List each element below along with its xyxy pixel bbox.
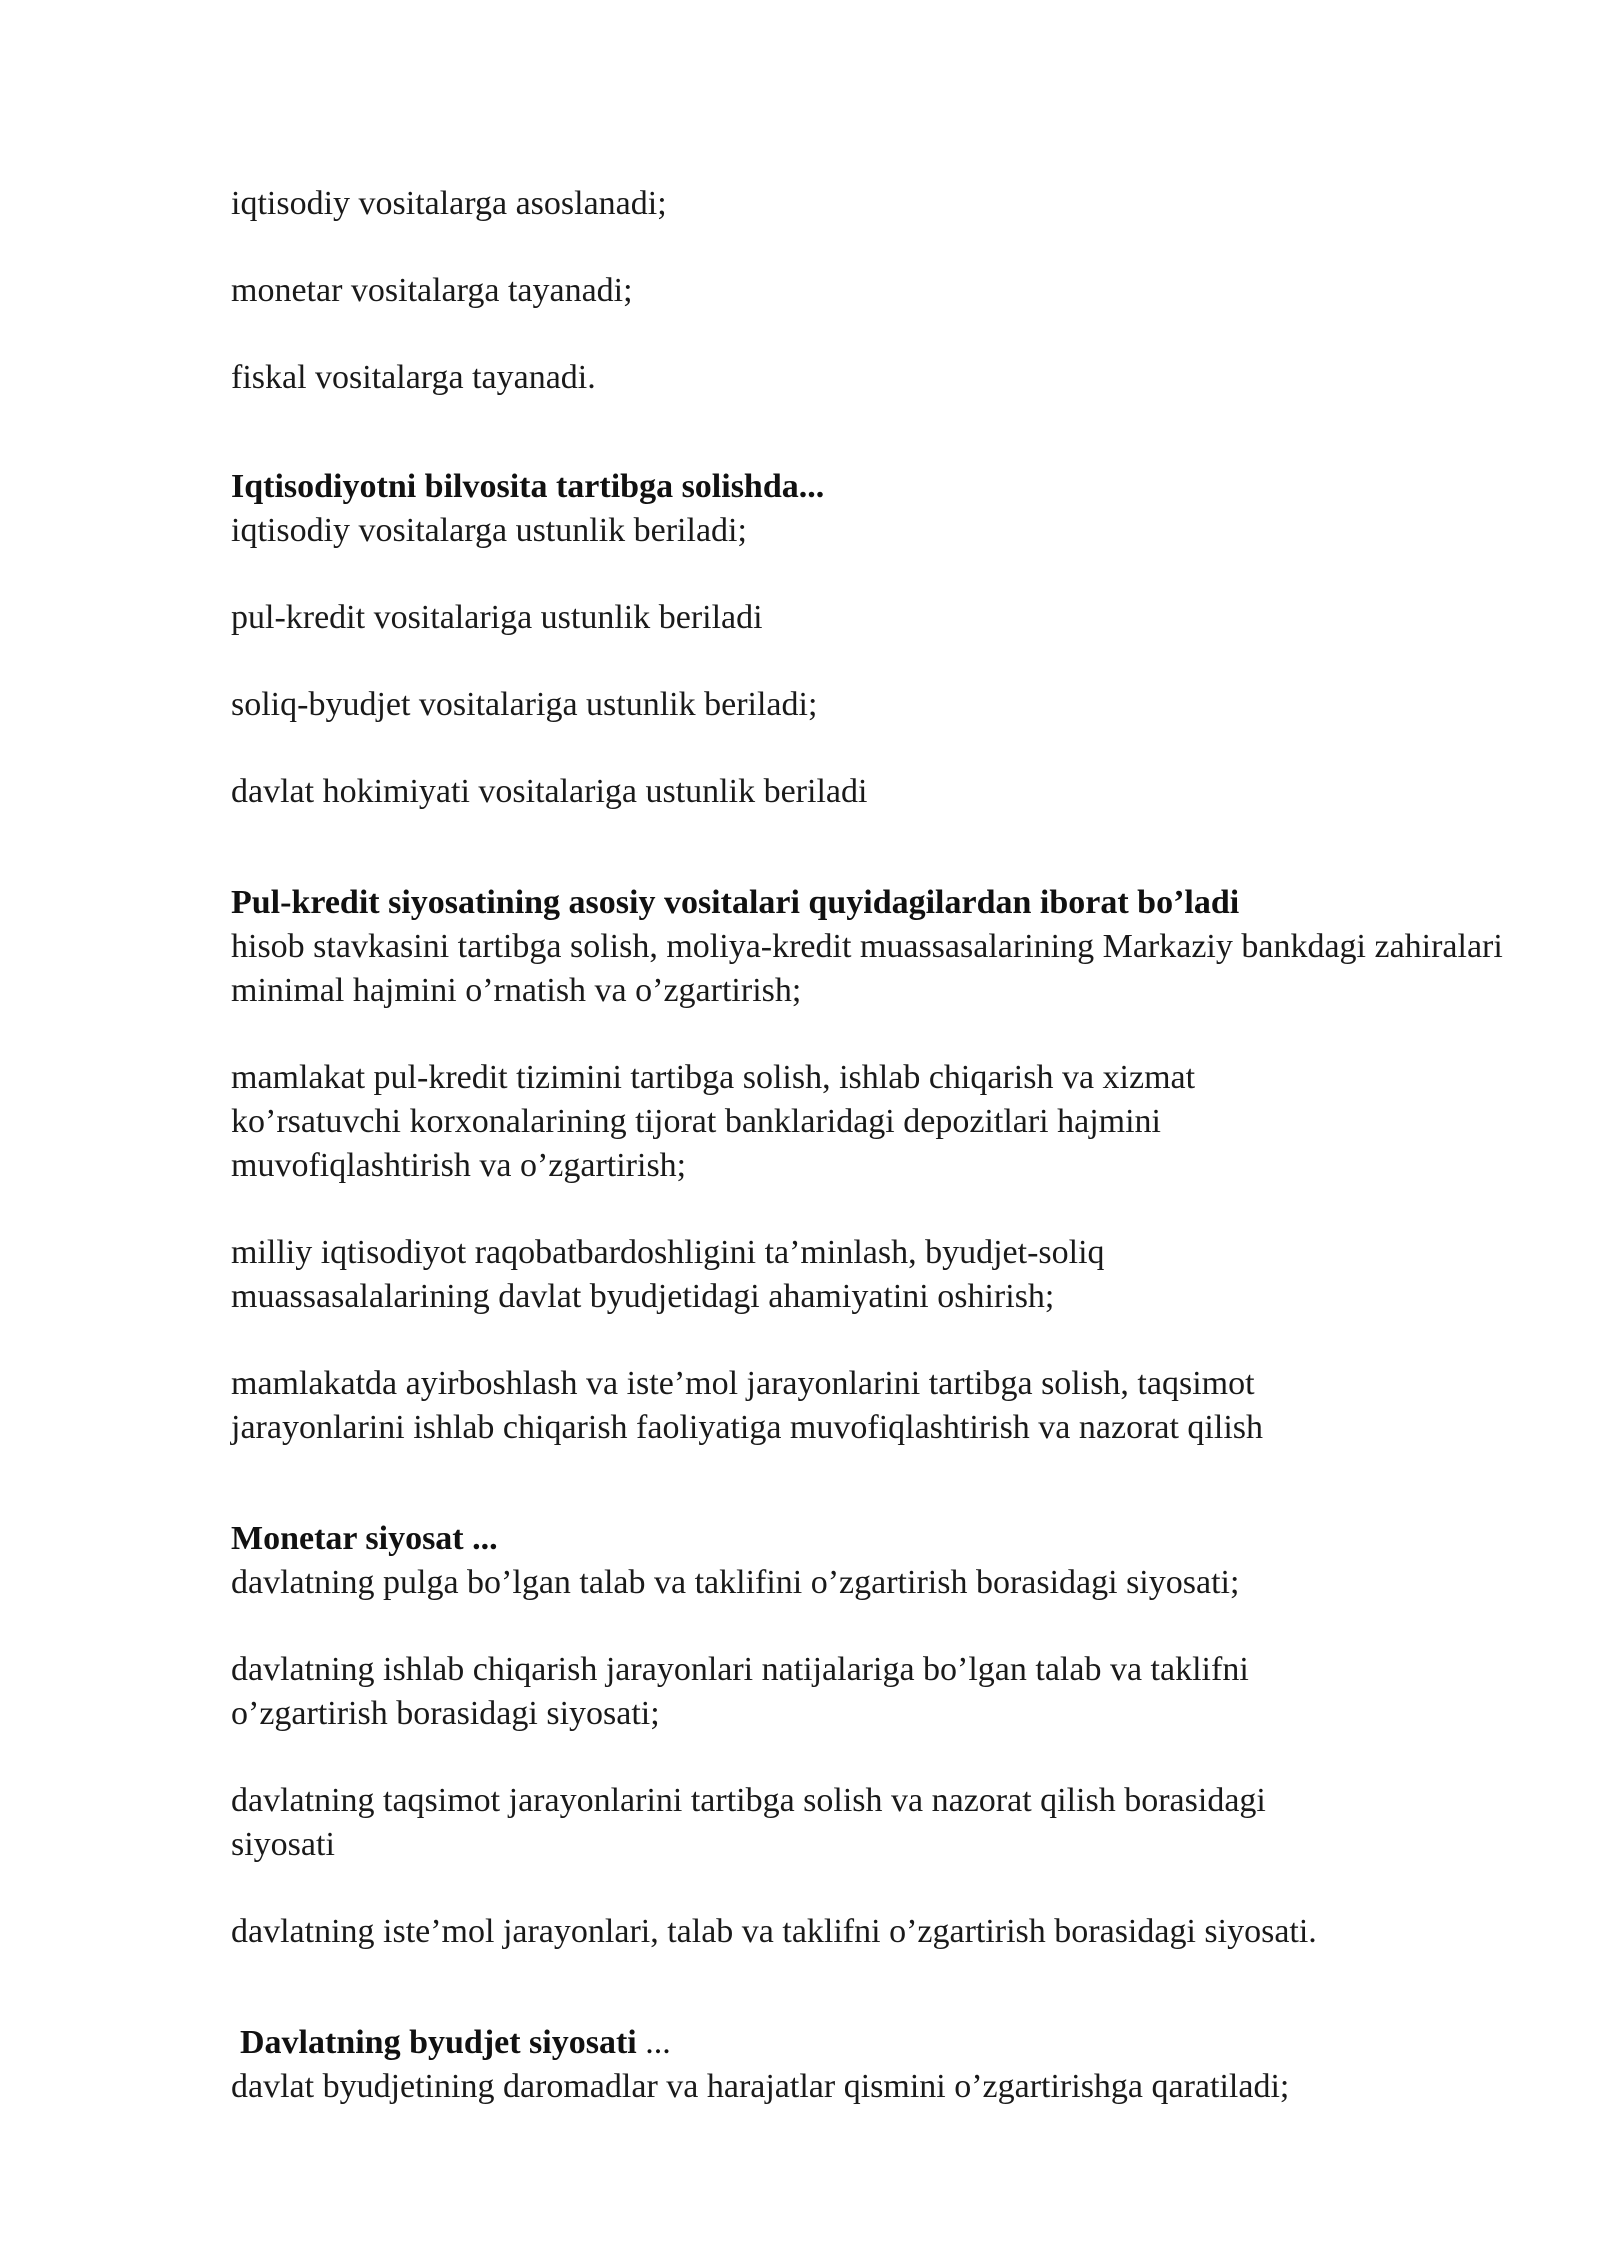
question-heading-text: Davlatning byudjet siyosati xyxy=(240,2024,637,2061)
question-heading xyxy=(231,2021,1531,2065)
answer-option: soliq-byudjet vositalariga ustunlik beriladi; xyxy=(231,686,818,723)
answer-option: milliy iqtisodiyot raqobatbardoshligini ta’minlash, byudjet-soliq muassasalalarining davlat byudjetidagi ahamiyatini oshirish; xyxy=(231,1234,1105,1315)
answer-option: hisob stavkasini tartibga solish, moliya-kredit muassasalarining Markaziy bankdagi zahiralari minimal hajmini o’rnatish va o’zgartirish; xyxy=(231,928,1503,1009)
answer-option: iqtisodiy vositalarga asoslanadi; xyxy=(231,185,667,222)
question-heading: Pul-kredit siyosatining asosiy vositalari quyidagilardan iborat bo’ladi xyxy=(231,884,1240,921)
question-heading: Monetar siyosat ... xyxy=(231,1520,498,1557)
answer-option: iqtisodiy vositalarga ustunlik beriladi; xyxy=(231,512,747,549)
answer-option: davlatning taqsimot jarayonlarini tartibga solish va nazorat qilish borasidagi siyosati xyxy=(231,1782,1266,1863)
question-heading-ellipsis: ... xyxy=(636,2024,671,2061)
answer-option: fiskal vositalarga tayanadi. xyxy=(231,359,596,396)
answer-option: davlat hokimiyati vositalariga ustunlik beriladi xyxy=(231,773,868,810)
question-heading: Iqtisodiyotni bilvosita tartibga solishda... xyxy=(231,468,825,505)
answer-option: pul-kredit vositalariga ustunlik beriladi xyxy=(231,599,763,636)
answer-option: davlat byudjetining daromadlar va harajatlar qismini o’zgartirishga qaratiladi; xyxy=(231,2068,1290,2105)
answer-option: davlatning iste’mol jarayonlari, talab va taklifni o’zgartirish borasidagi siyosati. xyxy=(231,1913,1317,1950)
answer-option: davlatning ishlab chiqarish jarayonlari natijalariga bo’lgan talab va taklifni o’zgartirish borasidagi siyosati; xyxy=(231,1651,1249,1732)
answer-option: monetar vositalarga tayanadi; xyxy=(231,272,633,309)
answer-option: davlatning pulga bo’lgan talab va taklifini o’zgartirish borasidagi siyosati; xyxy=(231,1564,1240,1601)
document-page xyxy=(231,182,1531,2152)
answer-option: mamlakat pul-kredit tizimini tartibga solish, ishlab chiqarish va xizmat ko’rsatuvchi korxonalarining tijorat banklaridagi depozitlari hajmini muvofiqlashtirish va o’zgartirish; xyxy=(231,1059,1196,1184)
answer-option: mamlakatda ayirboshlash va iste’mol jarayonlarini tartibga solish, taqsimot jarayonlarini ishlab chiqarish faoliyatiga muvofiqlashtirish va nazorat qilish xyxy=(231,1365,1264,1446)
